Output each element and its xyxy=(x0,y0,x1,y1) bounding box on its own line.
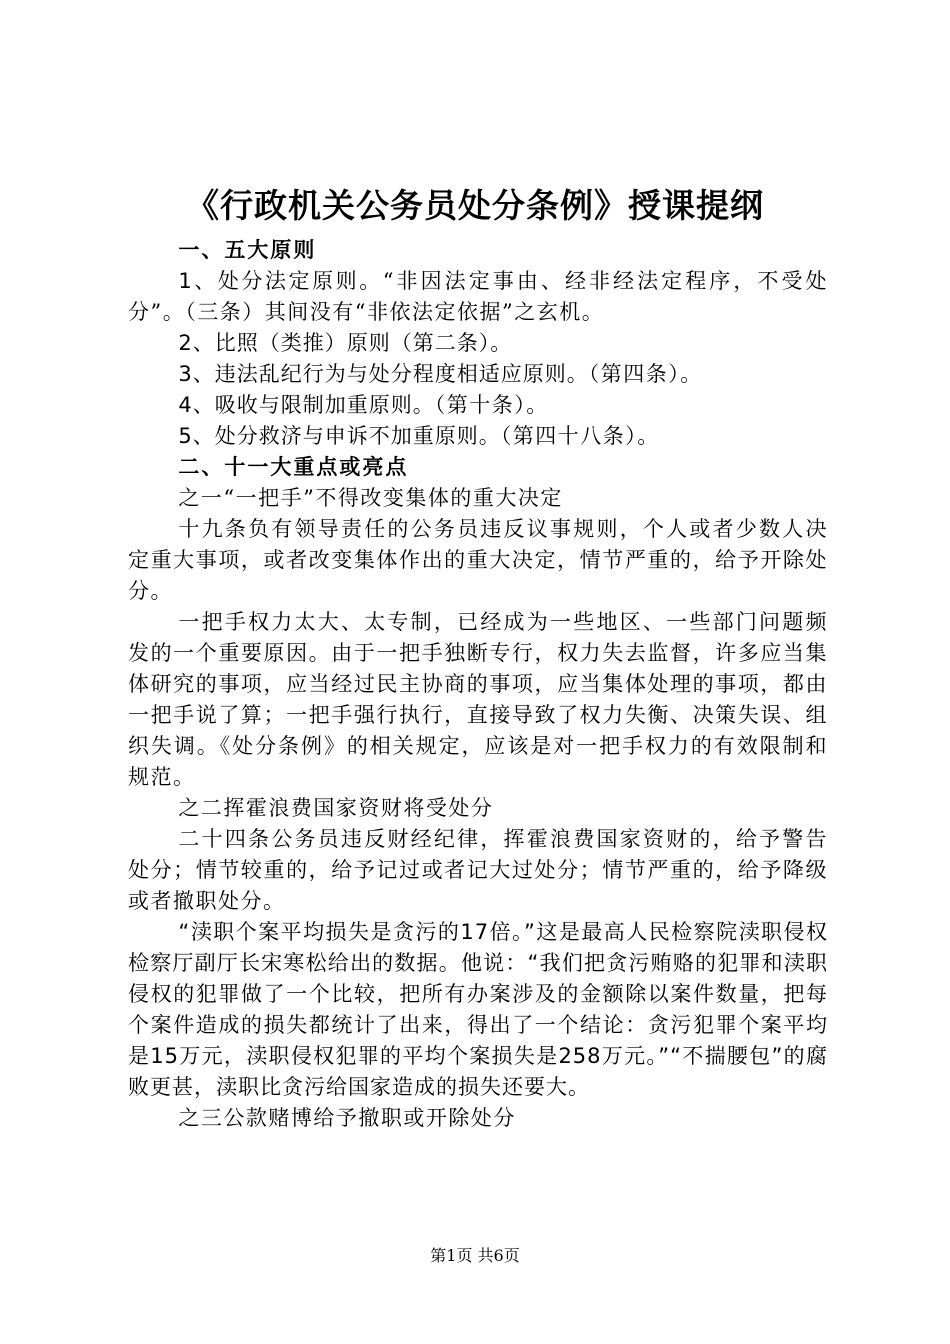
principle-5 xyxy=(128,421,828,452)
principle-2-lead: 2、比照（类推）原则（第二条）。 xyxy=(178,331,513,355)
principle-5-lead: 5、处分救济与申诉不加重原则。 xyxy=(178,424,501,448)
principle-3-text: （第四条）。 xyxy=(588,362,703,386)
section-heading-principles: 一、五大原则 xyxy=(178,238,317,262)
highlight-2-heading: 之二挥霍浪费国家资财将受处分 xyxy=(178,796,494,820)
highlight-3-heading: 之三公款赌博给予撤职或开除处分 xyxy=(178,1106,516,1130)
principle-4 xyxy=(128,390,828,421)
document-title: 《行政机关公务员处分条例》授课提纲 xyxy=(186,186,764,225)
section-heading-highlights: 二、十一大重点或亮点 xyxy=(178,455,409,479)
principle-1 xyxy=(128,266,828,328)
principle-5-text: （第四十八条）。 xyxy=(500,424,660,448)
paragraph: 二十四条公务员违反财经纪律，挥霍浪费国家资财的，给予警告处分；情节较重的，给予记过或者记大过处分；情节严重的，给予降级或者撤职处分。 xyxy=(128,827,828,913)
principle-2 xyxy=(128,328,828,359)
principle-1-lead: 1、处分法定原则。 xyxy=(178,269,383,293)
page-footer: 第1页 共6页 xyxy=(430,1246,520,1265)
paragraph: “渎职个案平均损失是贪污的17倍。”这是最高人民检察院渎职侵权检察厅副厅长宋寒松给出的数据。他说：“我们把贪污贿赂的犯罪和渎职侵权的犯罪做了一个比较，把所有办案涉及的金额除以案件数量，把每个案件造成的损失都统计了出来，得出了一个结论：贪污犯罪个案平均是15万元，渎职侵权犯罪的平均个案损失是258万元。”“不揣腰包”的腐败更甚，渎职比贪污给国家造成的损失还要大。 xyxy=(128,920,828,1099)
principle-3-lead: 3、违法乱纪行为与处分程度相适应原则。 xyxy=(178,362,589,386)
principle-4-text: （第十条）。 xyxy=(434,393,549,417)
principle-4-lead: 4、吸收与限制加重原则。 xyxy=(178,393,435,417)
paragraph: 一把手权力太大、太专制，已经成为一些地区、一些部门问题频发的一个重要原因。由于一把手独断专行，权力失去监督，许多应当集体研究的事项，应当经过民主协商的事项，应当集体处理的事项，都由一把手说了算；一把手强行执行，直接导致了权力失衡、决策失误、组织失调。《处分条例》的相关规定，应该是对一把手权力的有效限制和规范。 xyxy=(128,610,828,789)
principle-3 xyxy=(128,359,828,390)
paragraph: 十九条负有领导责任的公务员违反议事规则，个人或者少数人决定重大事项，或者改变集体作出的重大决定，情节严重的，给予开除处分。 xyxy=(128,517,828,603)
principle-1-text: “非因法定事由、经非经法定程序，不受处分”。（三条）其间没有“非依法定依据”之玄机。 xyxy=(128,269,828,324)
document-body xyxy=(128,235,828,1134)
highlight-1-heading: 之一“一把手”不得改变集体的重大决定 xyxy=(178,486,563,510)
